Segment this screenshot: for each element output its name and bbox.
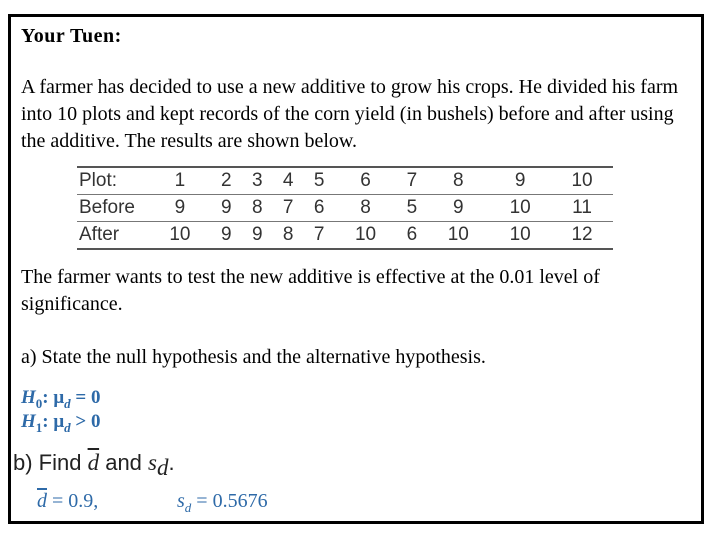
table-cell: 7 xyxy=(396,167,427,195)
table-cell: 12 xyxy=(551,222,613,250)
table-cell: 8 xyxy=(335,195,397,222)
table-cell: 10 xyxy=(149,222,211,250)
table-row-after xyxy=(77,222,613,250)
table-cell: 9 xyxy=(427,195,489,222)
part-b-question: b) Find $\overline{d}$ and $s_d$. xyxy=(13,450,175,481)
problem-frame xyxy=(8,14,704,524)
table-cell: 2 xyxy=(211,167,242,195)
table-cell: 8 xyxy=(427,167,489,195)
table-cell: 10 xyxy=(427,222,489,250)
answer-dbar: $\overline{d} = 0.9$, xyxy=(37,490,99,512)
table-cell: 1 xyxy=(149,167,211,195)
part-a-question: a) State the null hypothesis and the alternative hypothesis. xyxy=(21,346,486,368)
table-cell: 10 xyxy=(489,222,551,250)
table-cell: 6 xyxy=(304,195,335,222)
answer-sd: $s_d = 0.5676$ xyxy=(177,490,268,515)
alternative-hypothesis: $H_1$: $\mu_d > 0$ xyxy=(21,411,101,435)
table-cell: 10 xyxy=(489,195,551,222)
null-hypothesis: $H_0$: $\mu_d = 0$ xyxy=(21,387,101,411)
table-cell: 4 xyxy=(273,167,304,195)
table-cell: 3 xyxy=(242,167,273,195)
table-cell: 8 xyxy=(242,195,273,222)
table-cell: 11 xyxy=(551,195,613,222)
significance-statement: The farmer wants to test the new additive is effective at the 0.01 level of significance. xyxy=(21,266,600,315)
table-cell: 10 xyxy=(551,167,613,195)
table-row-plot xyxy=(77,167,613,195)
table-cell: 8 xyxy=(273,222,304,250)
table-cell: 9 xyxy=(211,222,242,250)
yield-table xyxy=(77,166,613,250)
table-cell: 9 xyxy=(242,222,273,250)
table-cell: 5 xyxy=(396,195,427,222)
row-label: Before xyxy=(77,195,149,222)
table-cell: 7 xyxy=(273,195,304,222)
table-cell: 9 xyxy=(149,195,211,222)
problem-intro: A farmer has decided to use a new additive to grow his crops. He divided his farm into 10 plots and kept records of the corn yield (in bushels) before and after using the additive. The results are shown below. xyxy=(21,76,679,152)
table-cell: 10 xyxy=(335,222,397,250)
table-cell: 9 xyxy=(489,167,551,195)
row-label: After xyxy=(77,222,149,250)
row-label: Plot: xyxy=(77,167,149,195)
page-title: Your Tuen: xyxy=(21,25,122,47)
table-row-before xyxy=(77,195,613,222)
table-cell: 7 xyxy=(304,222,335,250)
table-cell: 6 xyxy=(335,167,397,195)
table-cell: 6 xyxy=(396,222,427,250)
table-cell: 9 xyxy=(211,195,242,222)
table-cell: 5 xyxy=(304,167,335,195)
